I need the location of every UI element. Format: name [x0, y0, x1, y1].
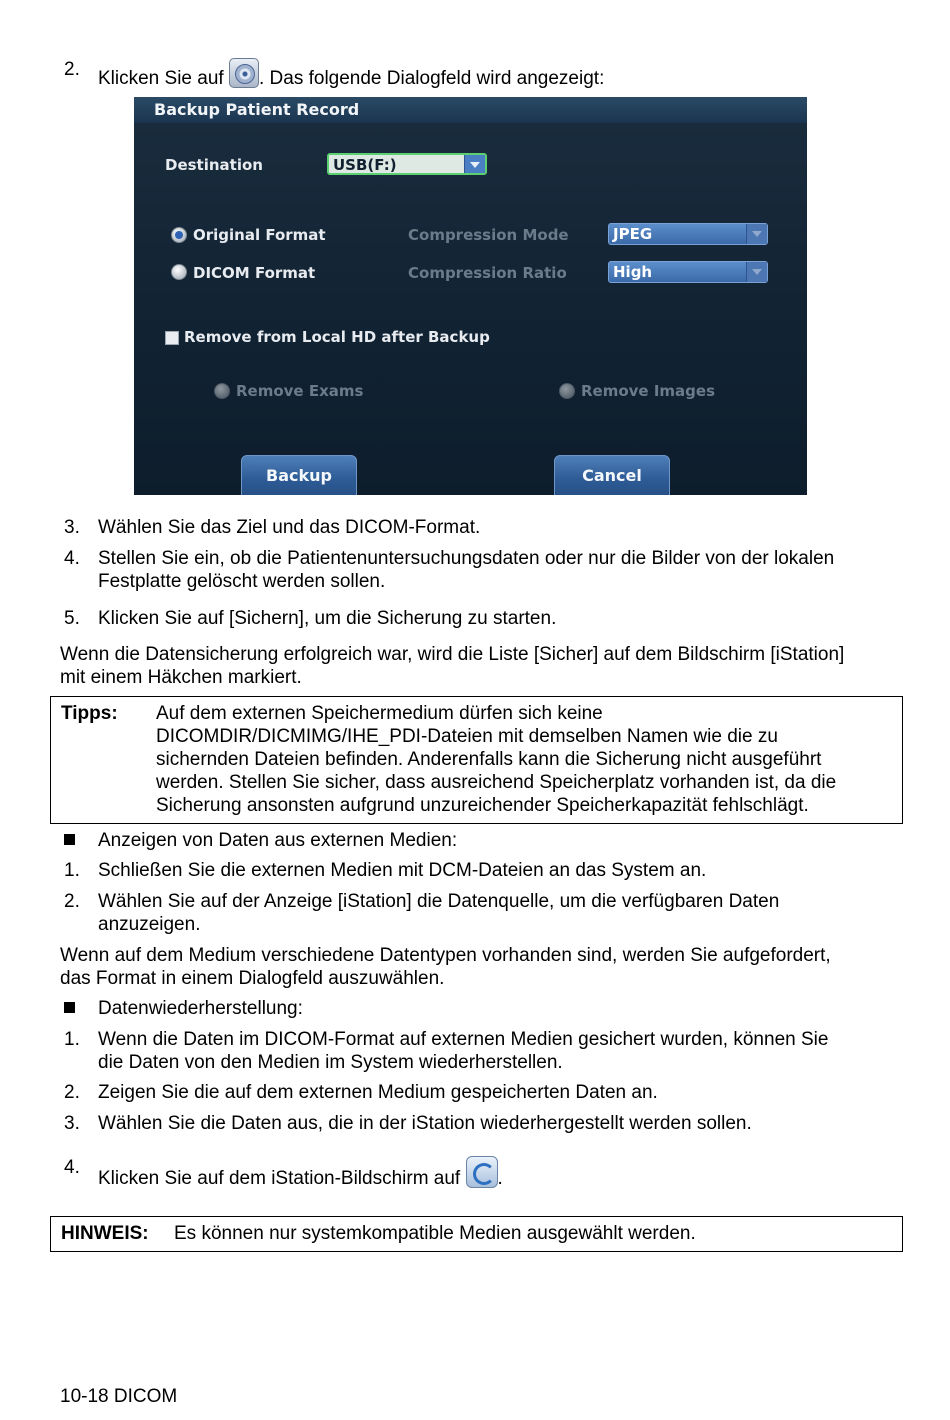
cancel-button[interactable]: Cancel — [554, 455, 670, 495]
chevron-down-icon — [464, 155, 485, 173]
step-text-after: . Das folgende Dialogfeld wird angezeigt: — [258, 68, 605, 89]
chevron-down-icon — [746, 262, 767, 282]
bullet-heading: Datenwiederherstellung: — [98, 998, 303, 1019]
dialog-title: Backup Patient Record — [134, 97, 807, 123]
step-text — [98, 58, 604, 90]
tip-box — [50, 696, 903, 824]
bullet-square — [64, 1002, 75, 1013]
step-number: 3. — [64, 517, 80, 538]
step-text-after: . — [497, 1168, 503, 1189]
remove-exams-radio[interactable] — [214, 383, 230, 399]
backup-cd-icon — [229, 58, 259, 88]
step-number: 4. — [64, 1157, 80, 1178]
bullet-square — [64, 834, 75, 845]
note-text: Es können nur systemkompatible Medien ausgewählt werden. — [174, 1223, 696, 1244]
step-text-before: Klicken Sie auf dem iStation-Bildschirm auf — [98, 1168, 461, 1189]
step-text: Festplatte gelöscht werden sollen. — [98, 571, 386, 592]
tip-line: sichernden Dateien befinden. Anderenfalls kann die Sicherung nicht ausgeführt — [156, 749, 822, 770]
step-text: Wählen Sie die Daten aus, die in der iStation wiederhergestellt werden sollen. — [98, 1113, 752, 1134]
step-number: 2. — [64, 891, 80, 912]
remove-exams-label: Remove Exams — [236, 382, 364, 400]
bullet-heading: Anzeigen von Daten aus externen Medien: — [98, 830, 458, 851]
paragraph-line: das Format in einem Dialogfeld auszuwählen. — [60, 968, 445, 989]
step-text: anzuzeigen. — [98, 914, 201, 935]
paragraph-line: Wenn auf dem Medium verschiedene Datentypen vorhanden sind, werden Sie aufgefordert, — [60, 945, 831, 966]
destination-label: Destination — [165, 156, 263, 174]
step-number: 1. — [64, 1029, 80, 1050]
compression-ratio-value: High — [613, 263, 653, 281]
step-number: 3. — [64, 1113, 80, 1134]
destination-select[interactable] — [327, 153, 487, 175]
step-number: 4. — [64, 548, 80, 569]
step-text-before: Klicken Sie auf — [98, 68, 224, 89]
remove-images-label: Remove Images — [581, 382, 716, 400]
note-label: HINWEIS: — [61, 1223, 149, 1244]
step-number: 2. — [64, 59, 80, 80]
tip-line: DICOMDIR/DICMIMG/IHE_PDI-Dateien mit demselben Namen wie die zu — [156, 726, 778, 747]
backup-button[interactable]: Backup — [241, 455, 357, 495]
step-text: Schließen Sie die externen Medien mit DCM-Dateien an das System an. — [98, 860, 707, 881]
compression-ratio-label: Compression Ratio — [408, 264, 567, 282]
original-format-label: Original Format — [193, 226, 326, 244]
destination-value: USB(F:) — [333, 156, 397, 174]
compression-mode-select[interactable] — [608, 223, 768, 245]
restore-icon — [466, 1156, 498, 1188]
dicom-format-radio[interactable] — [171, 264, 187, 280]
paragraph-line: Wenn die Datensicherung erfolgreich war, wird die Liste [Sicher] auf dem Bildschirm [iStation] — [60, 644, 845, 665]
remove-local-label: Remove from Local HD after Backup — [184, 328, 490, 346]
dicom-format-label: DICOM Format — [193, 264, 316, 282]
tip-line: werden. Stellen Sie sicher, dass ausreichend Speicherplatz vorhanden ist, da die — [156, 772, 837, 793]
compression-mode-label: Compression Mode — [408, 226, 569, 244]
remove-local-checkbox[interactable] — [165, 331, 179, 345]
tip-line: Sicherung ansonsten aufgrund unzureichender Speicherkapazität fehlschlägt. — [156, 795, 809, 816]
step-text: Stellen Sie ein, ob die Patientenuntersuchungsdaten oder nur die Bilder von der lokalen — [98, 548, 835, 569]
remove-images-radio[interactable] — [559, 383, 575, 399]
compression-mode-value: JPEG — [613, 225, 653, 243]
step-text: Klicken Sie auf [Sichern], um die Sicherung zu starten. — [98, 608, 557, 629]
step-text: Wählen Sie auf der Anzeige [iStation] die Datenquelle, um die verfügbaren Daten — [98, 891, 780, 912]
tip-label: Tipps: — [61, 703, 118, 724]
step-number: 2. — [64, 1082, 80, 1103]
step-text: Wenn die Daten im DICOM-Format auf externen Medien gesichert wurden, können Sie — [98, 1029, 829, 1050]
compression-ratio-select[interactable] — [608, 261, 768, 283]
step-text — [98, 1156, 503, 1190]
step-text: Zeigen Sie die auf dem externen Medium gespeicherten Daten an. — [98, 1082, 658, 1103]
backup-dialog — [134, 97, 807, 495]
paragraph-line: mit einem Häkchen markiert. — [60, 667, 302, 688]
step-text: Wählen Sie das Ziel und das DICOM-Format. — [98, 517, 481, 538]
page-footer: 10-18 DICOM — [60, 1386, 178, 1407]
original-format-radio[interactable] — [171, 227, 187, 243]
step-text: die Daten von den Medien im System wiederherstellen. — [98, 1052, 563, 1073]
tip-line: Auf dem externen Speichermedium dürfen sich keine — [156, 703, 603, 724]
step-number: 5. — [64, 608, 80, 629]
step-number: 1. — [64, 860, 80, 881]
chevron-down-icon — [746, 224, 767, 244]
note-box — [50, 1216, 903, 1252]
